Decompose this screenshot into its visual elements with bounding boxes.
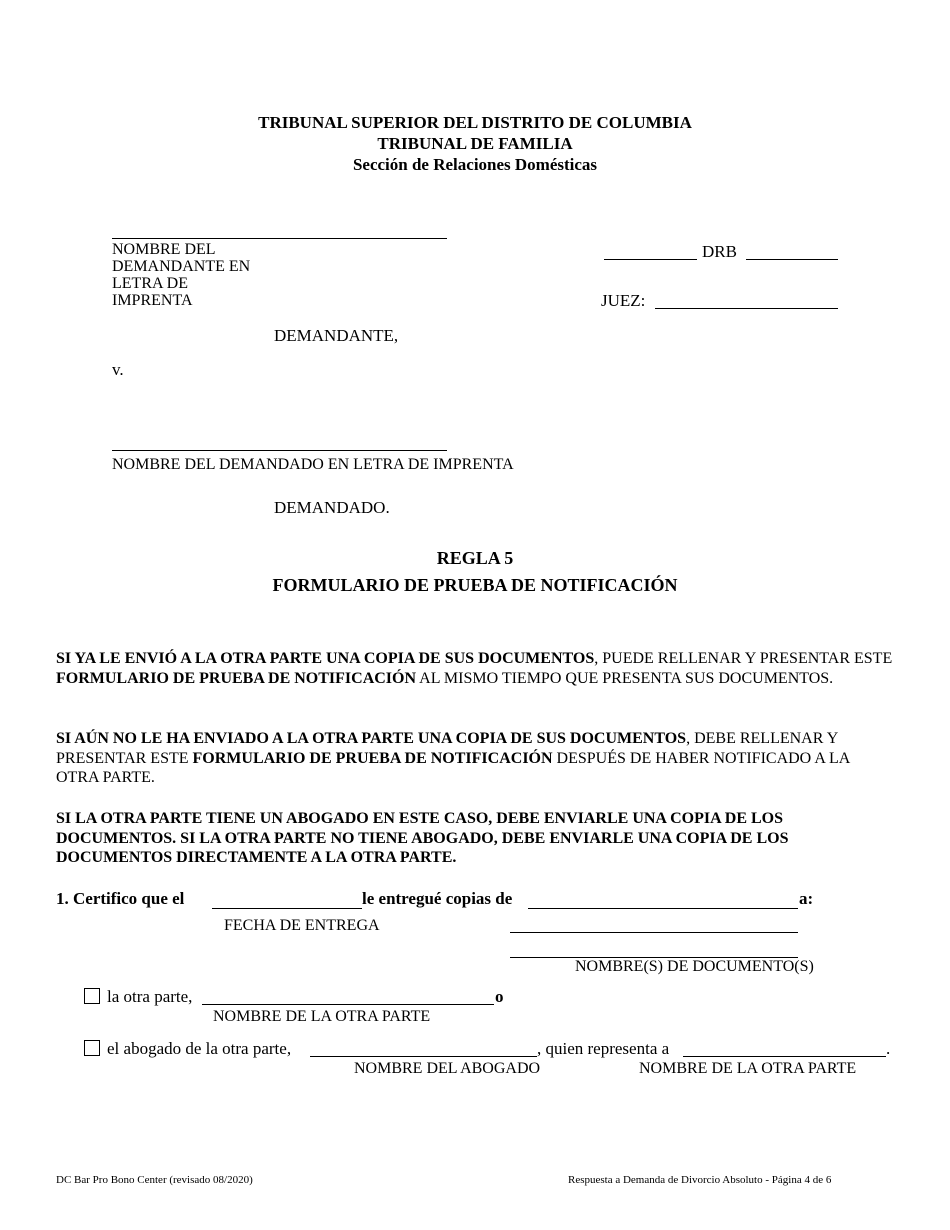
versus: v. <box>112 360 124 379</box>
instruction-bold: FORMULARIO DE PRUEBA DE NOTIFICACIÓN <box>192 749 553 767</box>
documents-label: NOMBRE(S) DE DOCUMENTO(S) <box>575 958 814 975</box>
case-prefix-field[interactable] <box>604 259 697 260</box>
footer-page-info: Respuesta a Demanda de Divorcio Absoluto - Página 4 de 6 <box>568 1174 832 1186</box>
certify-delivered: le entregué copias de <box>362 889 513 908</box>
plaintiff-label-line: IMPRENTA <box>112 292 193 309</box>
other-party-name-label: NOMBRE DE LA OTRA PARTE <box>213 1008 431 1025</box>
certify-to: a: <box>799 889 814 908</box>
court-section: Sección de Relaciones Domésticas <box>352 155 598 174</box>
instruction-bold: FORMULARIO DE PRUEBA DE NOTIFICACIÓN <box>56 669 417 687</box>
attorney-name-label: NOMBRE DEL ABOGADO <box>354 1060 541 1077</box>
delivery-date-field[interactable] <box>212 908 362 909</box>
represented-party-field[interactable] <box>683 1056 886 1057</box>
represented-party-label: NOMBRE DE LA OTRA PARTE <box>639 1060 857 1077</box>
plaintiff-label-line: NOMBRE DEL <box>112 241 216 258</box>
plaintiff-label-line: LETRA DE <box>112 275 188 292</box>
instruction-paragraph-2 <box>56 729 896 788</box>
instruction-paragraph-3: SI LA OTRA PARTE TIENE UN ABOGADO EN ESTE CASO, DEBE ENVIARLE UNA COPIA DE LOS DOCUMENTOS. SI LA OTRA PARTE NO TIENE ABOGADO, DEBE ENVIARLE UNA COPIA DE LOS DOCUMENTOS DIRECTAMENTE A LA OTRA PARTE. <box>56 810 789 866</box>
certify-intro: 1. Certifico que el <box>56 889 185 908</box>
case-code: DRB <box>702 242 737 261</box>
instruction-paragraph-1 <box>56 649 896 688</box>
delivery-date-label: FECHA DE ENTREGA <box>224 917 380 934</box>
or-text: o <box>495 987 504 1006</box>
instruction-text: , DEBE RELLENAR Y PRESENTAR ESTE <box>56 730 838 767</box>
attorney-name-field[interactable] <box>310 1056 537 1057</box>
instruction-text: AL MISMO TIEMPO QUE PRESENTA SUS DOCUMENTOS. <box>416 669 834 687</box>
plaintiff-label-line: DEMANDANTE EN <box>112 258 251 275</box>
footer-left: DC Bar Pro Bono Center (revisado 08/2020) <box>56 1174 253 1186</box>
attorney-checkbox[interactable] <box>84 1040 100 1056</box>
judge-label: JUEZ: <box>601 291 646 310</box>
attorney-text: el abogado de la otra parte, <box>107 1039 292 1058</box>
defendant-role: DEMANDADO. <box>274 498 390 517</box>
other-party-checkbox[interactable] <box>84 988 100 1004</box>
court-name: TRIBUNAL SUPERIOR DEL DISTRITO DE COLUMBIA <box>258 113 692 132</box>
sentence-end: . <box>886 1039 891 1058</box>
instruction-bold: SI AÚN NO LE HA ENVIADO A LA OTRA PARTE UNA COPIA DE SUS DOCUMENTOS <box>56 730 687 747</box>
plaintiff-label <box>112 241 250 309</box>
defendant-name-line[interactable] <box>112 450 447 451</box>
documents-field[interactable] <box>528 908 798 909</box>
court-division: TRIBUNAL DE FAMILIA <box>377 134 573 153</box>
judge-field[interactable] <box>655 308 838 309</box>
other-party-name-field[interactable] <box>202 1004 494 1005</box>
defendant-label: NOMBRE DEL DEMANDADO EN LETRA DE IMPRENTA <box>112 456 514 473</box>
plaintiff-name-line[interactable] <box>112 238 447 239</box>
case-number-field[interactable] <box>746 259 838 260</box>
instruction-bold: SI YA LE ENVIÓ A LA OTRA PARTE UNA COPIA DE SUS DOCUMENTOS <box>56 650 595 667</box>
rule-title: REGLA 5 <box>436 548 514 568</box>
form-title: FORMULARIO DE PRUEBA DE NOTIFICACIÓN <box>272 575 678 595</box>
instruction-text: DESPUÉS DE HABER NOTIFICADO A LA OTRA PARTE. <box>56 749 850 786</box>
plaintiff-role: DEMANDANTE, <box>274 326 399 345</box>
documents-field-2[interactable] <box>510 932 798 933</box>
other-party-text: la otra parte, <box>107 987 193 1006</box>
instruction-text: , PUEDE RELLENAR Y PRESENTAR ESTE <box>594 650 893 667</box>
represents-text: , quien representa a <box>537 1039 670 1058</box>
